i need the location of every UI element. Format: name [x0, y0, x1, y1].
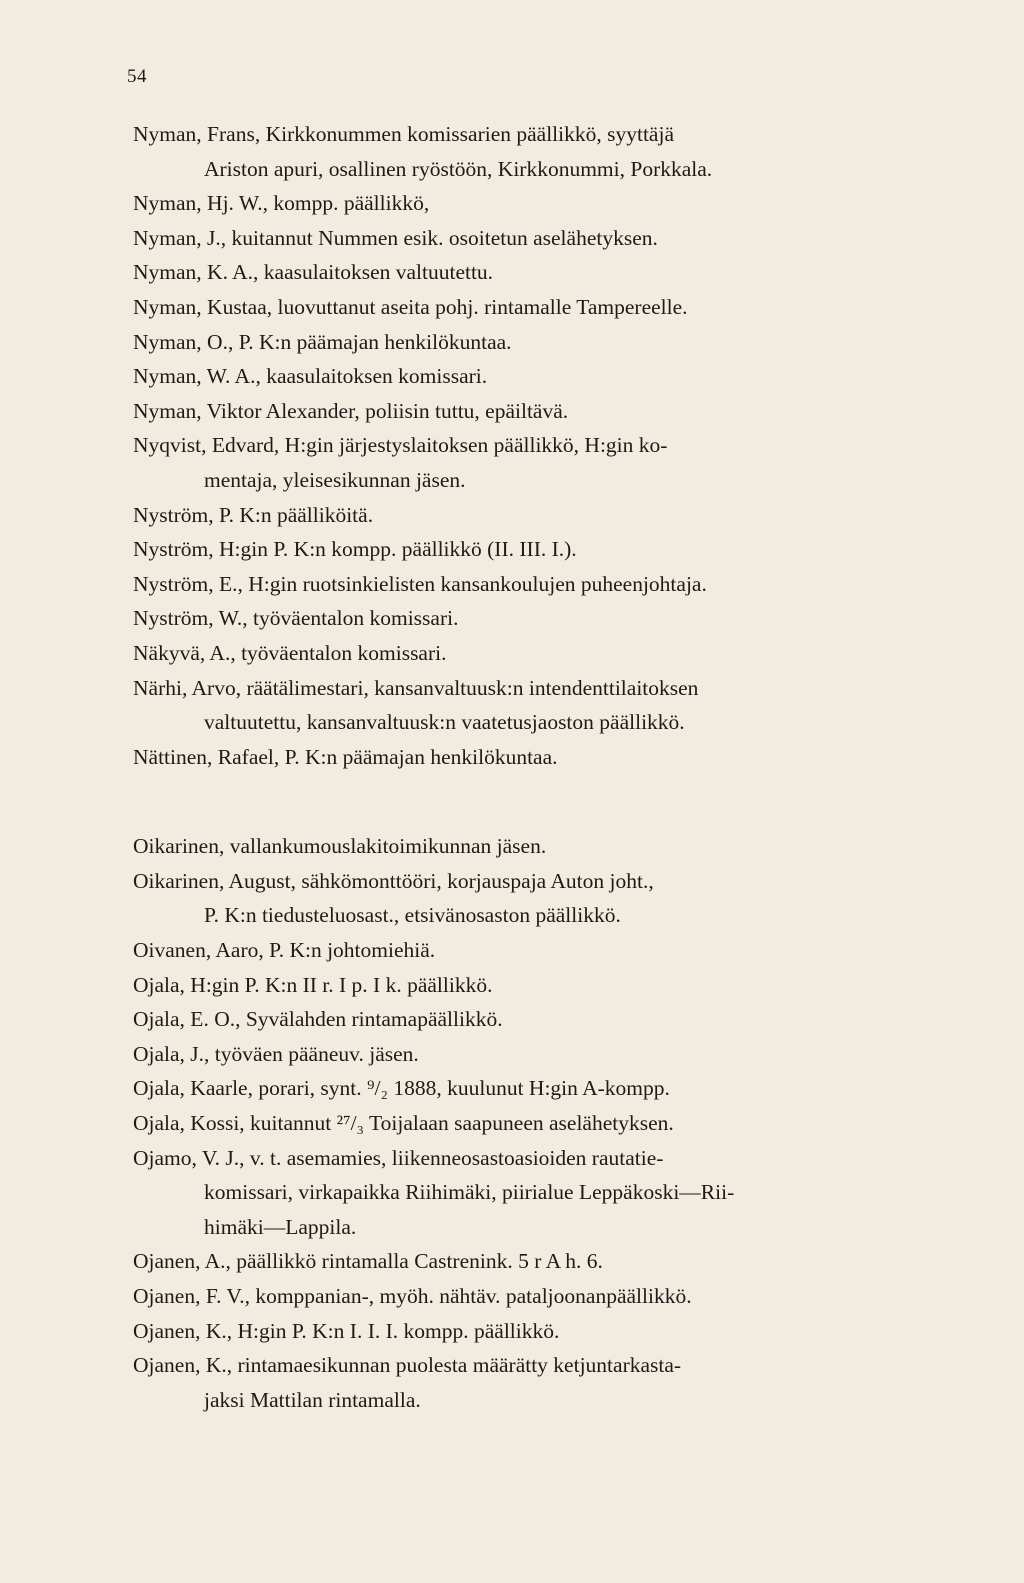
entry-line: Ojala, Kaarle, porari, synt. ⁹/₂ 1888, kuulunut H:gin A-kompp. [133, 1076, 670, 1101]
entry-continuation-line: komissari, virkapaikka Riihimäki, piirialue Leppäkoski—Rii- [204, 1180, 735, 1205]
page-number: 54 [127, 66, 147, 87]
register-entry [0, 1141, 1024, 1245]
entry-line: Ojamo, V. J., v. t. asemamies, liikenneosastoasioiden rautatie- [133, 1145, 664, 1170]
entry-line: Ojala, J., työväen pääneuv. jäsen. [133, 1041, 419, 1066]
register-entry [0, 1244, 1024, 1279]
register-entry [0, 290, 1024, 325]
register-entry [0, 117, 1024, 186]
entry-line: Oikarinen, vallankumouslakitoimikunnan jäsen. [133, 834, 547, 859]
register-entry [0, 1314, 1024, 1349]
entry-continuation-line: mentaja, yleisesikunnan jäsen. [204, 467, 466, 492]
entry-line: Närhi, Arvo, räätälimestari, kansanvaltuusk:n intendenttilaitoksen [133, 675, 699, 700]
register-entry [0, 221, 1024, 256]
register-entry [0, 255, 1024, 290]
register-entry [0, 1002, 1024, 1037]
entry-line: Nyman, W. A., kaasulaitoksen komissari. [133, 364, 488, 389]
register-entry [0, 1037, 1024, 1072]
entry-line: Nyström, W., työväentalon komissari. [133, 606, 459, 631]
register-entries [0, 117, 1024, 1417]
entry-line: Oikarinen, August, sähkömonttööri, korjauspaja Auton joht., [133, 868, 654, 893]
register-entry [0, 567, 1024, 602]
register-entry [0, 186, 1024, 221]
entry-line: Nyman, Hj. W., kompp. päällikkö, [133, 191, 430, 216]
entry-line: Nyman, K. A., kaasulaitoksen valtuutettu. [133, 260, 494, 285]
register-entry [0, 1106, 1024, 1141]
register-entry [0, 968, 1024, 1003]
entry-line: Nyman, Viktor Alexander, poliisin tuttu, epäiltävä. [133, 398, 569, 423]
entry-line: Ojala, E. O., Syvälahden rintamapäällikkö. [133, 1007, 503, 1032]
entry-continuation-line: valtuutettu, kansanvaltuusk:n vaatetusjaoston päällikkö. [204, 710, 685, 735]
entry-continuation-line: P. K:n tiedusteluosast., etsivänosaston päällikkö. [204, 903, 621, 928]
entry-line: Ojala, H:gin P. K:n II r. I p. I k. päällikkö. [133, 972, 493, 997]
register-entry [0, 864, 1024, 933]
register-entry [0, 532, 1024, 567]
entry-line: Nyman, J., kuitannut Nummen esik. osoitetun aselähetyksen. [133, 225, 658, 250]
entry-line: Nättinen, Rafael, P. K:n päämajan henkilökuntaa. [133, 744, 558, 769]
entry-line: Nyman, Frans, Kirkkonummen komissarien päällikkö, syyttäjä [133, 122, 674, 146]
register-entry [0, 671, 1024, 740]
entry-continuation-line: himäki—Lappila. [204, 1214, 357, 1239]
entry-line: Nyman, Kustaa, luovuttanut aseita pohj. rintamalle Tampereelle. [133, 294, 688, 319]
register-entry [0, 933, 1024, 968]
register-entry [0, 325, 1024, 360]
register-entry [0, 740, 1024, 775]
entry-line: Ojala, Kossi, kuitannut ²⁷/₃ Toijalaan saapuneen aselähetyksen. [133, 1111, 674, 1136]
entry-line: Oivanen, Aaro, P. K:n johtomiehiä. [133, 938, 436, 963]
register-entry [0, 498, 1024, 533]
entry-line: Nyström, P. K:n päälliköitä. [133, 502, 374, 527]
entry-line: Nyman, O., P. K:n päämajan henkilökuntaa. [133, 329, 512, 354]
section-gap [0, 774, 1024, 829]
register-entry [0, 428, 1024, 497]
entry-line: Nyqvist, Edvard, H:gin järjestyslaitoksen päällikkö, H:gin ko- [133, 433, 668, 458]
register-entry [0, 636, 1024, 671]
entry-line: Nyström, E., H:gin ruotsinkielisten kansankoulujen puheenjohtaja. [133, 571, 707, 596]
register-entry [0, 829, 1024, 864]
register-entry [0, 394, 1024, 429]
register-entry [0, 1071, 1024, 1106]
entry-line: Ojanen, K., rintamaesikunnan puolesta määrätty ketjuntarkasta- [133, 1353, 682, 1378]
entry-line: Ojanen, F. V., komppanian-, myöh. nähtäv. pataljoonanpäällikkö. [133, 1284, 692, 1309]
entry-line: Ojanen, A., päällikkö rintamalla Castrenink. 5 r A h. 6. [133, 1249, 603, 1274]
entry-line: Ojanen, K., H:gin P. K:n I. I. I. kompp. päällikkö. [133, 1318, 560, 1343]
register-entry [0, 601, 1024, 636]
register-entry [0, 359, 1024, 394]
register-entry [0, 1279, 1024, 1314]
entry-continuation-line: Ariston apuri, osallinen ryöstöön, Kirkkonummi, Porkkala. [204, 156, 713, 181]
entry-line: Nyström, H:gin P. K:n kompp. päällikkö (II. III. I.). [133, 537, 577, 562]
entry-line: Näkyvä, A., työväentalon komissari. [133, 640, 447, 665]
register-entry [0, 1348, 1024, 1417]
entry-continuation-line: jaksi Mattilan rintamalla. [204, 1387, 421, 1412]
